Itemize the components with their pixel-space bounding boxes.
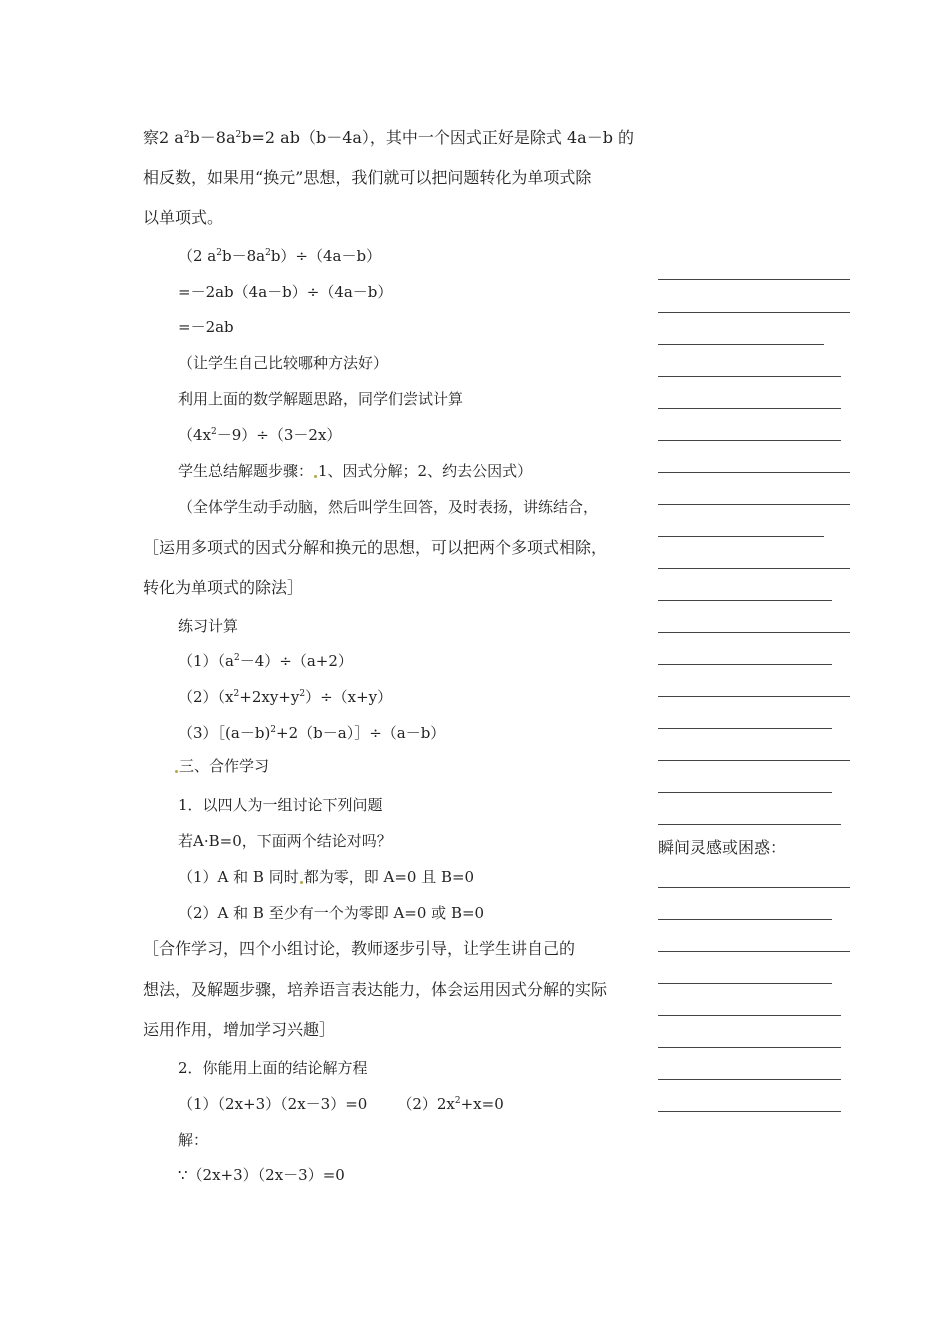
note-rule (658, 279, 850, 280)
comment-line: （全体学生动手动脑，然后叫学生回答，及时表扬，讲练结合， (178, 498, 599, 516)
question-line: 2．你能用上面的结论解方程 (178, 1059, 368, 1077)
equation-line: （1）（2x+3）（2x－3）=0 $(2)2x^2+x=0$ (178, 1095, 504, 1113)
note-rule (658, 696, 850, 697)
paragraph-line: 察2 $a^2b-8a^2b=2$ ab（b－4a），其中一个因式正好是除式 4a－b 的 (143, 128, 635, 147)
equation-line: =－2ab（4a－b）÷（4a－b） (178, 283, 393, 301)
paragraph-line: 以单项式。 (143, 208, 224, 227)
note-rule (658, 760, 850, 761)
exercise-line: $(2)(x^2+2xy+y^2)\div(x+y)$ (178, 688, 393, 706)
note-rule (658, 344, 824, 345)
exercise-line: $(3)[(a-b)^2+2(b-a)]\div(a-b)$ (178, 724, 446, 742)
comment-line: （让学生自己比较哪种方法好） (178, 354, 389, 372)
question-line: （2）A 和 B 至少有一个为零即 A=0 或 B=0 (178, 904, 485, 922)
note-rule (658, 1079, 841, 1080)
paragraph-line: 相反数，如果用“换元”思想，我们就可以把问题转化为单项式除 (143, 168, 592, 187)
note-rule (658, 568, 850, 569)
note-rule (658, 792, 832, 793)
note-rule (658, 504, 850, 505)
note-rule (658, 728, 832, 729)
note-rule (658, 1015, 841, 1016)
note-line: 转化为单项式的除法］ (143, 578, 304, 597)
equation-line: ∵（2x+3）（2x－3）=0 (178, 1166, 345, 1184)
annotation-mark (175, 770, 178, 773)
note-rule (658, 983, 832, 984)
note-rule (658, 600, 832, 601)
note-rule (658, 951, 850, 952)
solution-label: 解： (178, 1131, 209, 1149)
annotation-mark (314, 475, 317, 478)
note-rule (658, 536, 824, 537)
equation-line: $(4x^2-9)\div(3-2x)$ (178, 426, 342, 444)
note-rule (658, 664, 832, 665)
note-line: ［运用多项式的因式分解和换元的思想，可以把两个多项式相除， (143, 538, 608, 557)
note-rule (658, 632, 850, 633)
note-rule (658, 312, 850, 313)
side-note-label: 瞬间灵感或困惑： (658, 838, 787, 857)
note-rule (658, 887, 850, 888)
annotation-mark (300, 881, 303, 884)
question-line: （1）A 和 B 同时 都为零，即 A=0 且 B=0 (178, 868, 475, 886)
summary-line: 学生总结解题步骤： 1、因式分解；2、约去公因式） (178, 462, 533, 480)
question-line: 1．以四人为一组讨论下列问题 (178, 796, 383, 814)
note-line: 想法，及解题步骤，培养语言表达能力，体会运用因式分解的实际 (143, 980, 608, 999)
equation-line: =－2ab (178, 318, 234, 336)
note-rule (658, 376, 841, 377)
question-line: 若A·B=0，下面两个结论对吗？ (178, 832, 392, 850)
section-heading: 三、合作学习 (174, 756, 269, 776)
note-rule (658, 440, 841, 441)
note-rule (658, 824, 841, 825)
note-rule (658, 408, 841, 409)
note-rule (658, 1047, 841, 1048)
instruction-line: 利用上面的数学解题思路，同学们尝试计算 (178, 390, 464, 408)
section-heading: 练习计算 (178, 617, 239, 635)
note-line: 运用作用，增加学习兴趣］ (143, 1020, 336, 1039)
note-rule (658, 919, 832, 920)
note-rule (658, 472, 850, 473)
equation-line: （2 $a^2b-8a^2b)\div(4a-b)$ (178, 247, 382, 265)
note-line: ［合作学习，四个小组讨论，教师逐步引导，让学生讲自己的 (143, 939, 576, 958)
exercise-line: $(1)(a^2-4)\div(a+2)$ (178, 652, 353, 670)
note-rule (658, 1111, 841, 1112)
